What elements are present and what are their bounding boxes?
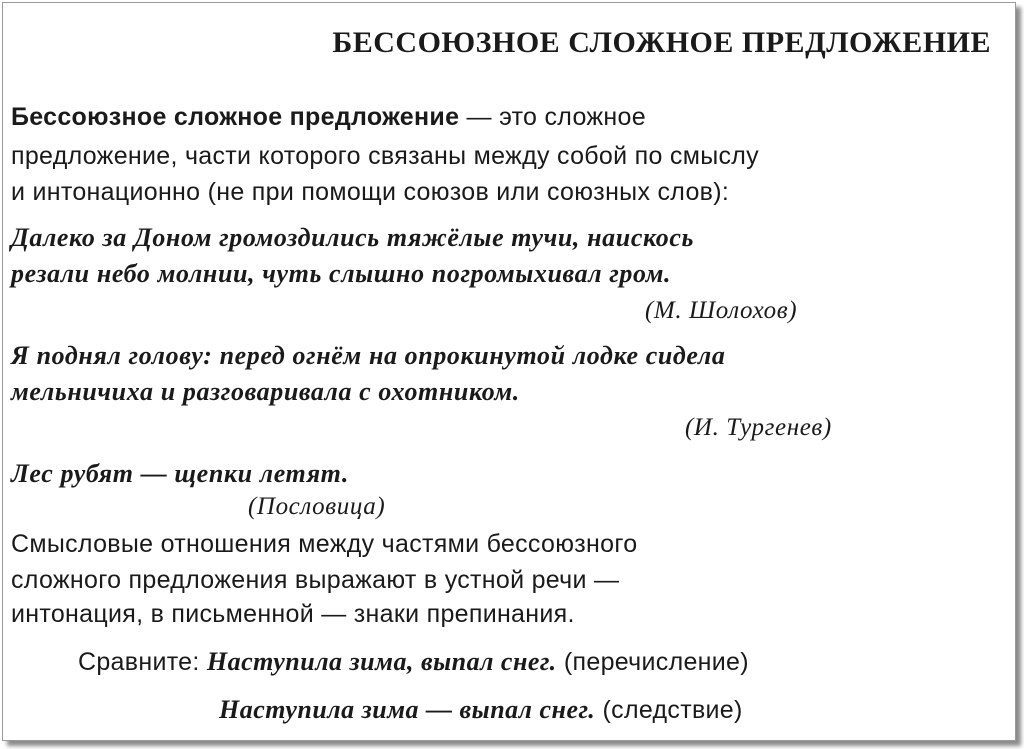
compare-example-1: Наступила зима, выпал снег. [206, 647, 557, 676]
compare-note-2: (следствие) [595, 696, 743, 724]
definition-term: Бессоюзное сложное предложение [11, 103, 460, 131]
explanation-line-3: интонация, в письменной — знаки препинания. [11, 600, 575, 628]
compare-label: Сравните: [78, 648, 207, 676]
explanation-line-1: Смысловые отношения между частями бессоюзного [11, 530, 638, 558]
definition-line-3: и интонационно (не при помощи союзов или союзных слов): [11, 178, 730, 206]
definition-line-2: предложение, части которого связаны между собой по смыслу [11, 142, 759, 170]
explanation-line-2: сложного предложения выражают в устной речи — [11, 566, 620, 594]
example-2-author: (И. Тургенев) [685, 414, 832, 441]
compare-note-1: (перечисление) [556, 648, 749, 676]
page-title: БЕССОЮЗНОЕ СЛОЖНОЕ ПРЕДЛОЖЕНИЕ [332, 26, 991, 59]
compare-line-1 [78, 647, 749, 677]
compare-example-2: Наступила зима — выпал снег. [219, 695, 596, 724]
example-3-line-1: Лес рубят — щепки летят. [11, 459, 349, 488]
example-2-line-2: мельничиха и разговаривала с охотником. [11, 377, 520, 406]
example-1-author: (М. Шолохов) [645, 297, 798, 324]
example-1-line-1: Далеко за Доном громоздились тяжёлые тучи, наискось [11, 223, 694, 252]
definition-line-1-rest: — это сложное [459, 103, 646, 131]
compare-line-2 [219, 695, 743, 725]
definition-line-1 [11, 102, 646, 132]
example-3-author: (Пословица) [248, 493, 386, 520]
example-1-line-2: резали небо молнии, чуть слышно погромыхивал гром. [11, 259, 672, 288]
example-2-line-1: Я поднял голову: перед огнём на опрокинутой лодке сидела [11, 341, 726, 370]
textbook-page [2, 2, 1016, 741]
